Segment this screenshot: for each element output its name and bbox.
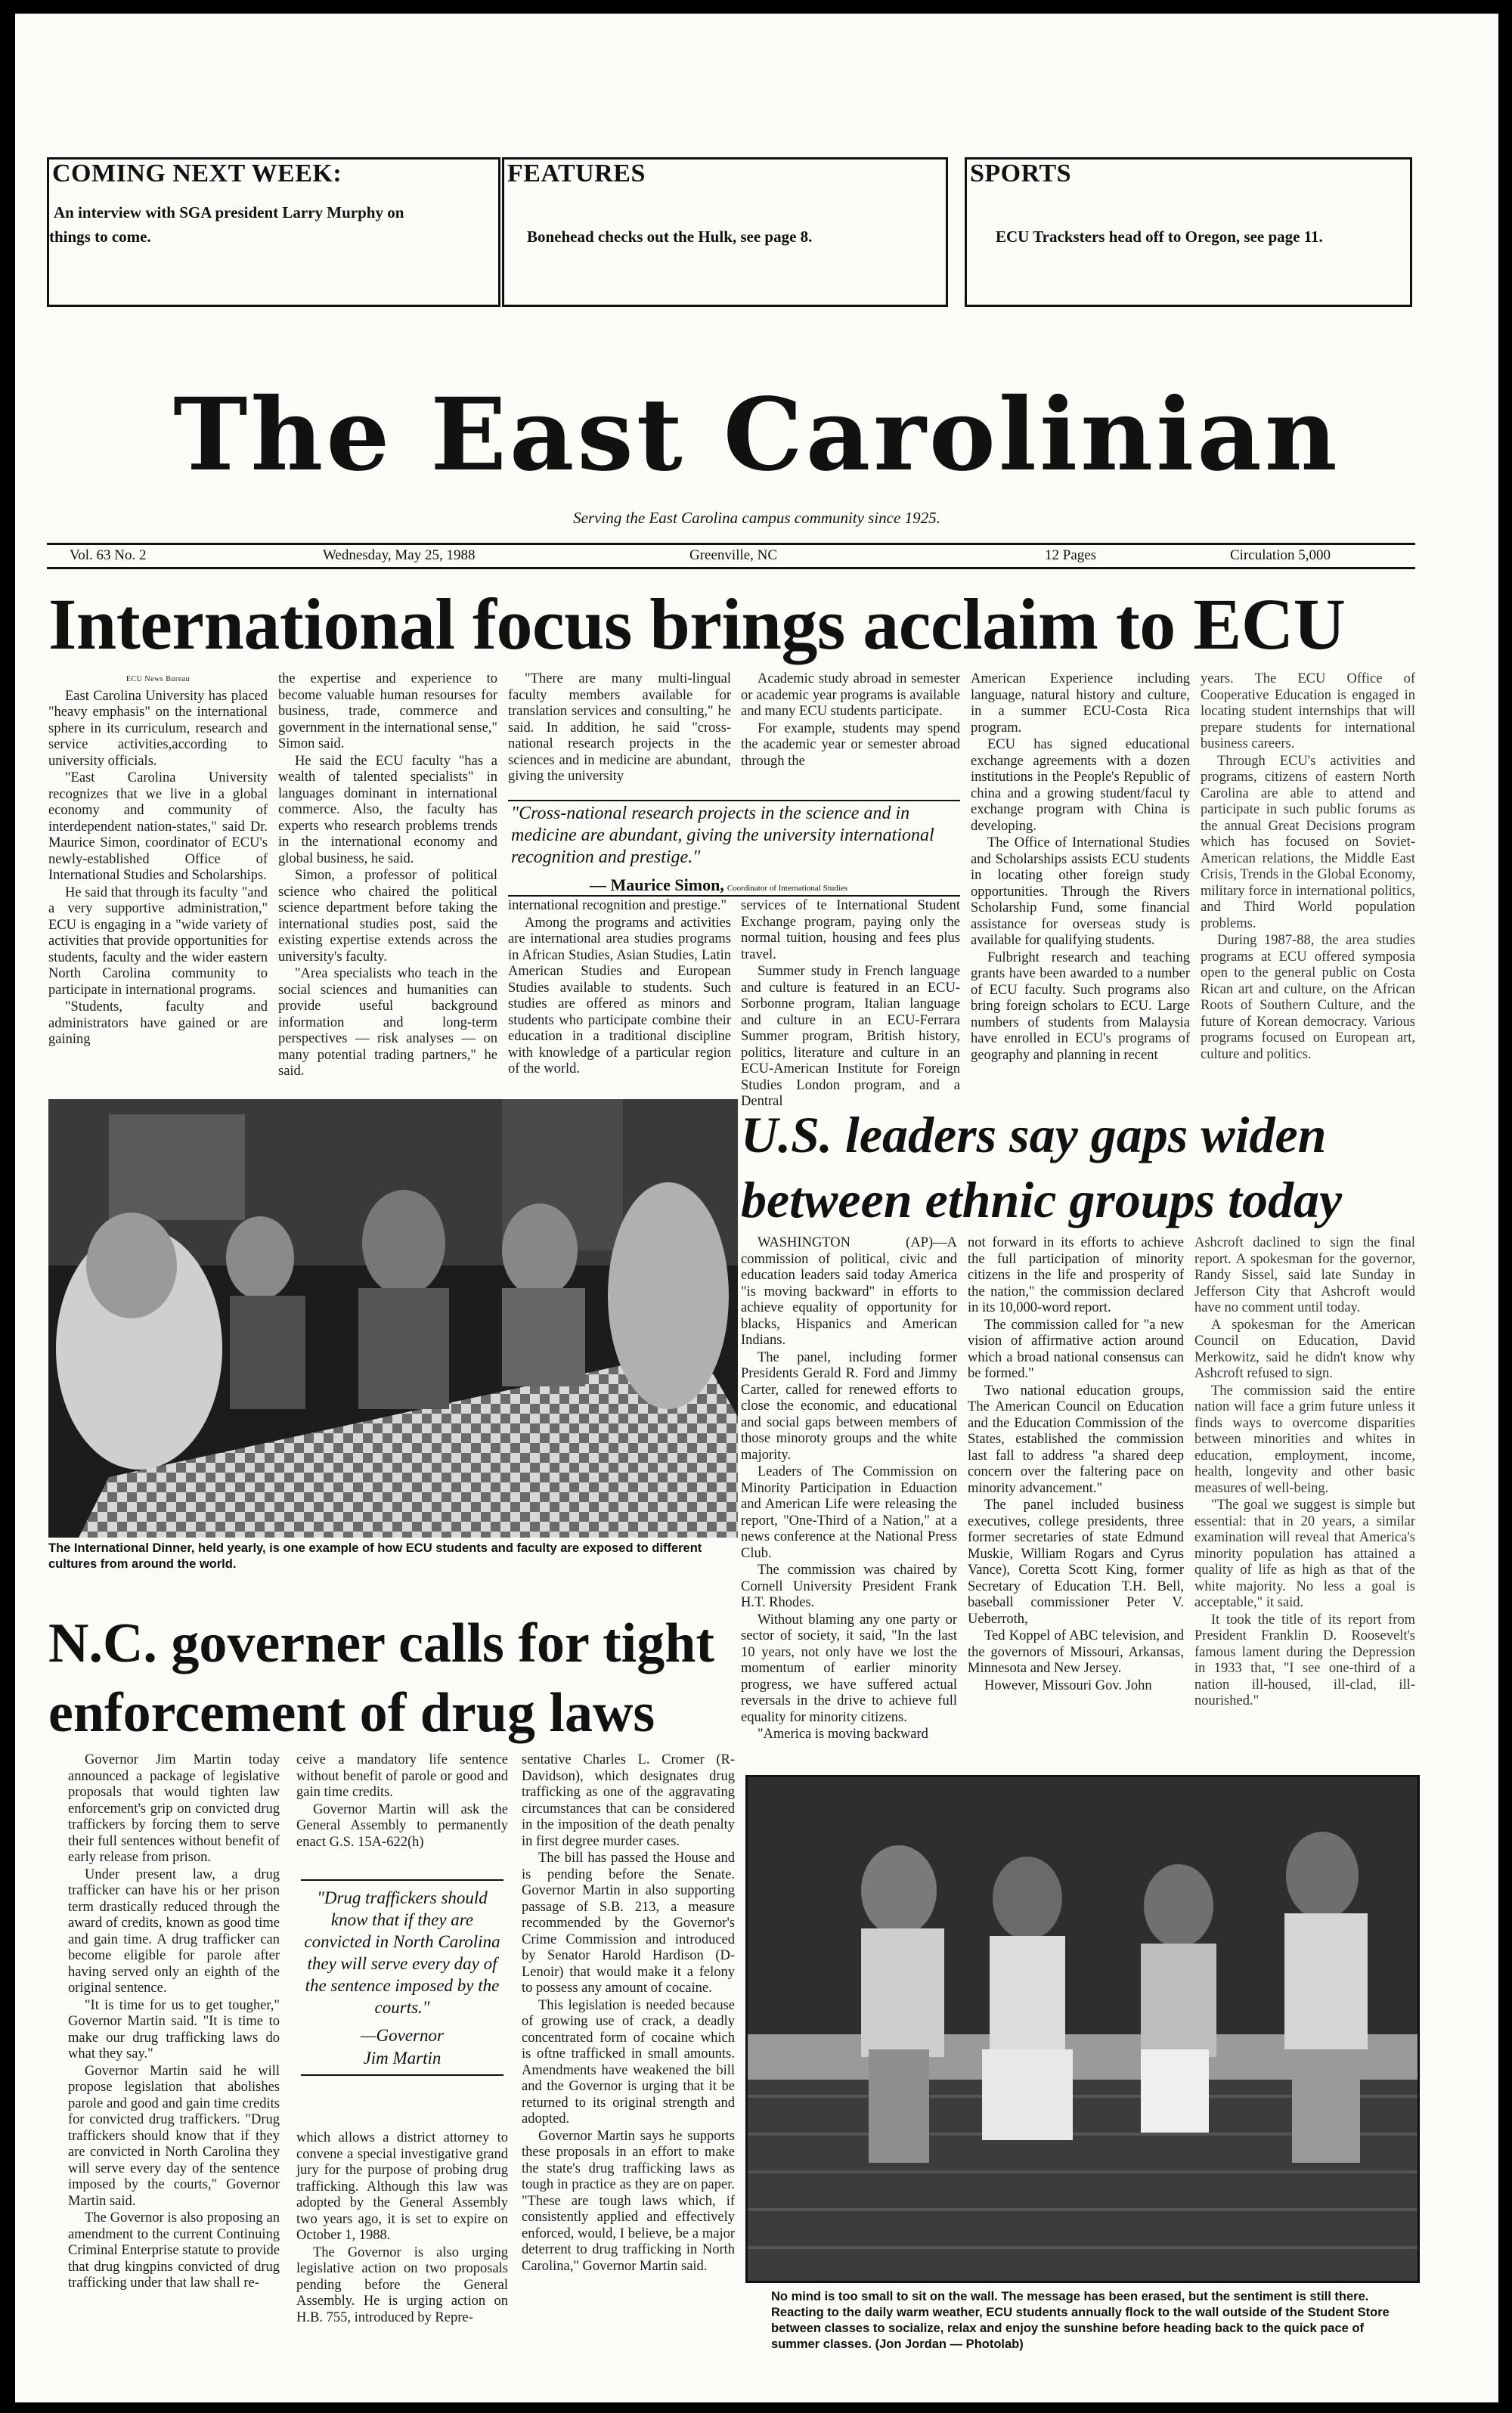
paragraph: Summer study in French language and culture is featured in an ECU-Sorbonne program, Italian language and culture in an ECU-Ferrara Summer program, British history, politics, literature and culture in an ECU-American Institute for Foreign Studies London program, and a Dentral (741, 964, 960, 1109)
story1-column-6 (1201, 671, 1415, 1080)
story2-headline (741, 1102, 1421, 1232)
paragraph: "America is moving backward (758, 1727, 928, 1742)
teaser-line: ECU Tracksters head off to Oregon, see page 11. (996, 228, 1323, 246)
paragraph: Governor Martin said he will propose legislation that abolishes parole and good and gain time credits for convicted drug traffickers. "Drug traffickers should know that if they are convicted in North Carolina they will serve every day of the sentence imposed by the courts," Governor Martin said. (68, 2063, 280, 2209)
story1-headline: International focus brings acclaim to ECU (48, 584, 1346, 664)
story2-column-1 (741, 1235, 957, 1757)
story3-column-1 (68, 1752, 280, 2372)
pullquote-attribution (590, 875, 968, 895)
paragraph: American Experience including language, natural history and culture, in a summer ECU-Costa Rica program. (971, 671, 1190, 736)
story3-headline (48, 1609, 736, 1748)
dateline-bottom-rule (47, 567, 1415, 569)
story1-column-2 (278, 671, 497, 1080)
story1-column-4a (741, 671, 960, 800)
dateline-top-rule (47, 543, 1415, 545)
masthead-title: The East Carolinian (173, 376, 1340, 494)
paragraph: The bill has passed the House and is pending before the Senate. Governor Martin in also supporting passage of S.B. 213, a measure recommended by the Governor's Crime Commission and introduced by Senator Harold Hardison (D-Lenoir) that would make it a felony to possess any amount of cocaine. (522, 1851, 735, 1996)
paragraph: Under present law, a drug trafficker can have his or her prison term drastically reduced through the award of credits, known as good time and gain time. A drug trafficker can become eligible for parole after having served only an eighth of the original sentence. (68, 1866, 280, 1996)
paragraph: "The goal we suggest is simple but essential: that in 20 years, a similar examination will reveal that America's minority population has attained a quality of life as high as that of the white majority. No less a goal is acceptable," it said. (1194, 1498, 1415, 1610)
paragraph: However, Missouri Gov. John (984, 1677, 1152, 1693)
paragraph: During 1987-88, the area studies programs at ECU offered symposia open to the general public on Costa Rican art and culture, on the African Roots of Southern Culture, and the future of Korean democracy. Various programs focused on European art, culture and politics. (1201, 933, 1415, 1062)
paragraph: He said the ECU faculty "has a wealth of talented specialists" in languages dominant in international commerce. Also, the faculty has experts who research problems trends in the international economy and global business, he said. (278, 753, 497, 866)
paragraph: East Carolina University has placed "heavy emphasis" on the international sphere in its curriculum, research and service activities,according to university officials. (48, 688, 268, 769)
paragraph: not forward in its efforts to achieve the full participation of minority citizens in the life and prosperity of the nation," the commission declared in its 10,000-word report. (968, 1235, 1184, 1315)
paragraph: The commission said the entire nation will face a grim future unless it finds ways to overcome disparities between minorities and whites in education, employment, income, health, longevity and other basic measures of well-being. (1194, 1383, 1415, 1496)
paragraph: "There are many multi-lingual faculty members available for translation services and consulting," he said. In addition, he said "cross-national research projects in the sciences and in medicine are abundant, giving the university (508, 671, 731, 784)
story2-headline-line-2: between ethnic groups today (741, 1171, 1343, 1228)
students-on-wall-caption: No mind is too small to sit on the wall. The message has been erased, but the sentiment is still there. Reacting to the daily warm weather, ECU students annually flock to the wall outside of the Student Store between classes to socialize, relax and enjoy the sunshine before heading back to the quick pace of summer classes. (Jon Jordan — Photolab) (771, 2290, 1390, 2351)
paragraph: Two national education groups, The American Council on Education and the Education Commission of the States, established the commission last fall to address "a shared deep concern over the faltering pace on minority advancement." (968, 1383, 1184, 1496)
students-on-wall-photo (745, 1775, 1420, 2283)
paragraph: The Office of International Studies and Scholarships assists ECU students in locating other foreign study opportunities. Through the Rivers Scholarship Fund, some financial assistance for overseas study is available for qualifying students. (971, 835, 1190, 948)
pullquote-attribution-line-2: Jim Martin (363, 2049, 442, 2068)
paragraph: services of te International Student Exchange program, paying only the normal tuition, housing and fees plus travel. (741, 898, 960, 962)
paragraph: WASHINGTON (AP)—A commission of political, civic and education leaders said today America "is moving backward" in efforts to achieve equality of opportunity for blacks, Hispanics and American Indians. (741, 1235, 957, 1348)
pullquote-attribution-name: — Maurice Simon, (590, 875, 724, 894)
story1-pullquote: "Cross-national research projects in the science and in medicine are abundant, giving the university international recognition and prestige." (511, 804, 934, 867)
teaser-line: An interview with SGA president Larry Murphy on (54, 203, 404, 221)
paragraph: It took the title of its report from President Franklin D. Roosevelt's famous lament during the Depression in 1933 that, "I see one-third of a nation ill-housed, ill-clad, ill-nourished." (1194, 1612, 1415, 1708)
international-dinner-photo (48, 1099, 738, 1538)
pullquote-bottom-rule (301, 2074, 503, 2076)
story2-column-2 (968, 1235, 1184, 1757)
paragraph: the expertise and experience to become valuable human resourses for business, trade, commerce and government in the international sense," Simon said. (278, 671, 497, 751)
paragraph: The commission called for "a new vision of affirmative action around which a broad national consensus can be formed." (968, 1317, 1184, 1381)
circulation: Circulation 5,000 (1230, 547, 1331, 563)
paragraph: This legislation is needed because of growing use of crack, a deadly concentrated form of cocaine which is oftne trafficked in small amounts. Amendments have weakened the bill and the Governor is urging that it be returned to its original strength and adopted. (522, 1997, 735, 2126)
pullquote-bottom-rule (508, 895, 960, 897)
paragraph: years. The ECU Office of Cooperative Education is engaged in locating student internships that will prepare students for international business careers. (1201, 671, 1415, 751)
paragraph: The panel, including former Presidents Gerald R. Ford and Jimmy Carter, called for renewed efforts to close the economic, and educational and social gaps between members of those minoroty groups and the white majority. (741, 1349, 957, 1463)
wall-photo-image (748, 1777, 1418, 2281)
paragraph: Academic study abroad in semester or academic year programs is available and many ECU students participate. (741, 671, 960, 719)
paragraph: ceive a mandatory life sentence without benefit of parole or good and gain time credits. (296, 1752, 508, 1800)
story3-headline-line-2: enforcement of drug laws (48, 1682, 655, 1744)
paragraph: A spokesman for the American Council on Education, David Merkowitz, said he didn't know why Ashcroft refused to sign. (1194, 1317, 1415, 1381)
paragraph: which allows a district attorney to convene a special investigative grand jury for the purpose of probing drug trafficking. Although this law was adopted by the General Assembly two years ago, it is set to expire on October 1, 1988. (296, 2130, 508, 2243)
story3-column-2a (296, 1752, 508, 1866)
paragraph: The panel included business executives, college presidents, three former secretaries of state Edmund Muskie, William Rogars and Cyrus Vance), Coretta Scott King, former Secretary of Education T.H. Bell, baseball commissioner Peter V. Ueberroth, (968, 1498, 1184, 1627)
teaser-line: things to come. (49, 228, 151, 246)
teaser-coming-next-week (47, 157, 500, 307)
teaser-heading: SPORTS (970, 160, 1072, 187)
issue-date: Wednesday, May 25, 1988 (323, 547, 476, 563)
story1-column-3b (508, 898, 731, 1080)
story2-column-3 (1194, 1235, 1415, 1757)
international-dinner-caption: The International Dinner, held yearly, is one example of how ECU students and faculty are exposed to different cultures from around the world. (48, 1541, 702, 1571)
volume-number: Vol. 63 No. 2 (70, 547, 147, 563)
story1-column-3a (508, 671, 731, 800)
paragraph: Ashcroft daclined to sign the final report. A spokesman for the governor, Randy Sissel, said late Sunday in Jefferson City that Ashcroft would have no comment until today. (1194, 1235, 1415, 1315)
paragraph: Through ECU's activities and programs, citizens of eastern North Carolina are able to attend and participate in such public forums as the annual Great Decisions program which has focused on Soviet-American relations, the Middle East Crisis, Trends in the Global Economy, military force in international politics, and Third World population problems. (1201, 753, 1415, 931)
story3-headline-line-1: N.C. governer calls for tight (48, 1612, 714, 1674)
teaser-features (502, 157, 948, 307)
page-count: 12 Pages (1045, 547, 1097, 563)
story1-column-1 (48, 671, 268, 1080)
paragraph: The commission was chaired by Cornell University President Frank H.T. Rhodes. (741, 1563, 957, 1610)
city: Greenville, NC (689, 547, 778, 563)
byline: ECU News Bureau (125, 675, 191, 683)
dinner-photo-image (48, 1099, 738, 1538)
paragraph: Governor Martin will ask the General Assembly to permanently enact G.S. 15A-622(h) (296, 1801, 508, 1850)
paragraph: "It is time for us to get tougher," Governor Martin said. "It is time to make our drug trafficking laws do what they say." (68, 1997, 280, 2061)
paragraph: Governor Jim Martin today announced a package of legislative proposals that would tighten law enforcement's grip on convicted drug traffickers by forcing them to serve their full sentences without benefit of early release from prison. (68, 1752, 280, 1865)
paragraph: For example, students may spend the academic year or semester abroad through the (741, 720, 960, 769)
newspaper-page (15, 14, 1498, 2402)
paragraph: ECU has signed educational exchange agreements with a dozen institutions in the People's Republic of china and a growing student/facul ty exchange program with China is developing. (971, 737, 1190, 834)
dateline (47, 547, 1415, 567)
paragraph: Without blaming any one party or sector of society, it said, "In the last 10 years, not only have we lost the momentum of earlier minority progress, we have suffered actual reversals in the drive to achieve full equality for minority citizens. (741, 1612, 957, 1725)
paragraph: He said that through its faculty "and a very supportive administration," ECU is engaging in a "wide variety of activities that provide opportunities for students, faculty and the wider eastern North Carolina community to participate in international programs. (48, 884, 268, 998)
paragraph: Leaders of The Commission on Minority Participation in Eduaction and American Life were releasing the report, "One-Third of a Nation," at a news conference at the National Press Club. (741, 1464, 957, 1561)
teaser-sports (965, 157, 1412, 307)
teaser-heading: FEATURES (507, 160, 646, 187)
paragraph: Ted Koppel of ABC television, and the governors of Missouri, Arkansas, Minnesota and New Jersey. (968, 1628, 1184, 1676)
paragraph: Governor Martin says he supports these proposals in an effort to make the state's drug trafficking laws as tough in practice as they are on paper. "These are tough laws which, if consistently applied and effectively enforced, would, I believe, be a major deterrent to drug trafficking in North Carolina," Governor Martin said. (522, 2128, 735, 2274)
story1-column-5 (971, 671, 1190, 1080)
teaser-heading: COMING NEXT WEEK: (52, 160, 342, 187)
paragraph: The Governor is also proposing an amendment to the current Continuing Criminal Enterprise statute to provide that drug kingpins convicted of drug trafficking under that law shall re- (68, 2210, 280, 2291)
pullquote-top-rule (301, 1879, 503, 1881)
story2-headline-line-1: U.S. leaders say gaps widen (741, 1106, 1327, 1163)
story1-column-4b (741, 898, 960, 1109)
paragraph: Fulbright research and teaching grants have been awarded to a number of ECU faculty. Such programs also bring foreign scholars to ECU. Large numbers of students from Malaysia have enrolled in ECU's programs of geography and planning in recent (971, 949, 1190, 1063)
story3-column-2b (296, 2130, 508, 2372)
story3-pullquote: "Drug traffickers should know that if they are convicted in North Carolina they will serve every day of the sentence imposed by the courts." (304, 1888, 500, 2017)
paragraph: "Students, faculty and administrators have gained or are gaining (48, 999, 268, 1047)
pullquote-top-rule (508, 800, 960, 801)
paragraph: Among the programs and activities are international area studies programs in African Studies, Asian Studies, Latin American Studies and European Studies available to students. Such studies are offered as minors and students who participate combine their education in a traditional discipline with knowledge of a particular region of the world. (508, 915, 731, 1076)
paragraph: "Area specialists who teach in the social sciences and humanities can provide useful background information and long-term perspectives — risk analyses — on many potential trading partners," he said. (278, 966, 497, 1079)
paragraph: international recognition and prestige." (508, 898, 727, 913)
paragraph: sentative Charles L. Cromer (R-Davidson), which designates drug trafficking as one of the aggravating circumstances that can be considered in the imposition of the death penalty in first degree murder cases. (522, 1752, 735, 1849)
story3-column-3 (522, 1752, 735, 2372)
pullquote-attribution-line-1: —Governor (361, 2026, 444, 2045)
paragraph: "East Carolina University recognizes that we live in a global economy and community of interdependent nation-states," said Dr. Maurice Simon, coordinator of ECU's newly-established Office of International Studies and Scholarships. (48, 770, 268, 883)
masthead-motto: Serving the East Carolina campus community since 1925. (573, 509, 940, 527)
teaser-line: Bonehead checks out the Hulk, see page 8. (527, 228, 813, 246)
paragraph: The Governor is also urging legislative action on two proposals pending before the General Assembly. He is urging action on H.B. 755, introduced by Repre- (296, 2244, 508, 2325)
pullquote-attribution-title: Coordinator of International Studies (727, 884, 847, 893)
paragraph: Simon, a professor of political science who chaired the political science department before taking the international studies post, said the existing expertise extends across the university's faculty. (278, 868, 497, 965)
